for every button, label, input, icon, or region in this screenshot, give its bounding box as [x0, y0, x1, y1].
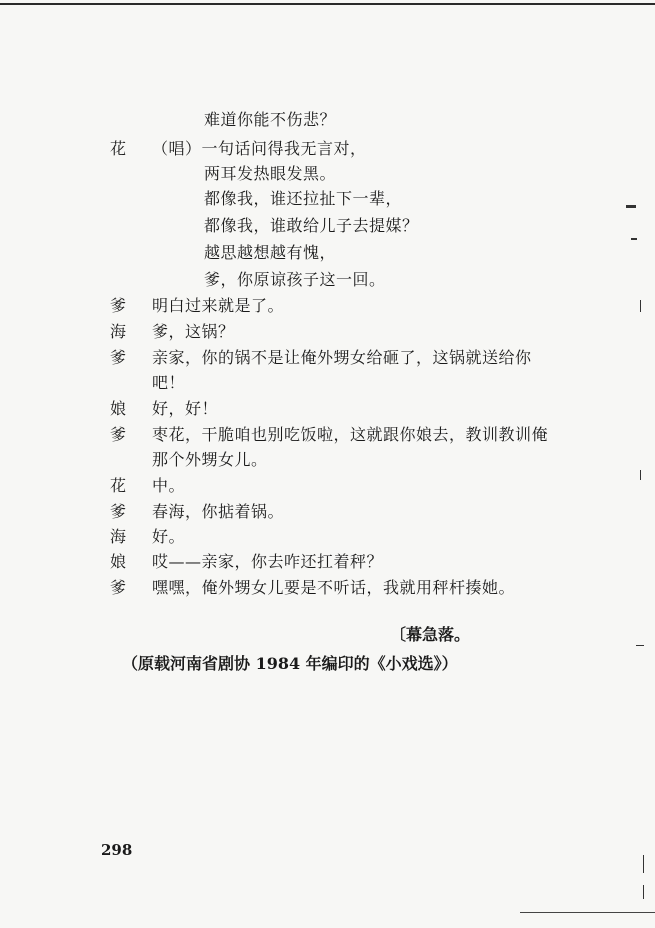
stage-direction: 〔幕急落。 [390, 625, 471, 644]
margin-mark [643, 885, 644, 899]
speaker-label: 娘 [110, 399, 127, 418]
speaker-label: 爹 [110, 296, 127, 315]
margin-mark [640, 470, 641, 480]
dialogue-line: 爹，这锅？ [152, 322, 235, 341]
dialogue-line: 亲家，你的锅不是让俺外甥女给砸了，这锅就送给你 [152, 348, 532, 367]
dialogue-line: 中。 [152, 476, 186, 495]
speaker-label: 爹 [110, 578, 127, 597]
speaker-label: 海 [110, 322, 127, 341]
dialogue-line: 好。 [152, 527, 186, 546]
margin-mark [626, 205, 636, 208]
dialogue-line: 哎——亲家，你去咋还扛着秤？ [152, 552, 384, 571]
speaker-label: 爹 [110, 348, 127, 367]
dialogue-line: 难道你能不伤悲？ [204, 110, 337, 129]
dialogue-line: 嘿嘿，俺外甥女儿要是不听话，我就用秤杆揍她。 [152, 578, 516, 597]
bottom-rule [520, 912, 655, 913]
margin-mark [643, 855, 644, 873]
speaker-label: 海 [110, 527, 127, 546]
dialogue-line: 都像我，谁敢给儿子去提媒？ [204, 216, 419, 235]
dialogue-line: 越思越想越有愧， [204, 243, 337, 262]
dialogue-line: 明白过来就是了。 [152, 296, 285, 315]
source-note: （原载河南省剧协 1984 年编印的《小戏选》） [122, 654, 458, 673]
dialogue-line: （唱）一句话问得我无言对， [152, 139, 367, 158]
dialogue-line: 春海，你掂着锅。 [152, 502, 285, 521]
top-rule [0, 3, 655, 5]
speaker-label: 爹 [110, 502, 127, 521]
margin-mark [640, 300, 641, 312]
dialogue-line: 吧！ [152, 373, 186, 392]
dialogue-line: 枣花，干脆咱也别吃饭啦，这就跟你娘去，教训教训俺 [152, 425, 549, 444]
dialogue-line: 都像我，谁还拉扯下一辈， [204, 189, 403, 208]
dialogue-line: 那个外甥女儿。 [152, 450, 268, 469]
margin-mark [631, 238, 637, 240]
page-number: 298 [101, 841, 133, 859]
speaker-label: 爹 [110, 425, 127, 444]
speaker-label: 花 [110, 139, 127, 158]
dialogue-line: 好，好！ [152, 399, 219, 418]
dialogue-line: 两耳发热眼发黑。 [204, 164, 337, 183]
speaker-label: 娘 [110, 552, 127, 571]
margin-mark [636, 645, 644, 646]
dialogue-line: 爹，你原谅孩子这一回。 [204, 270, 386, 289]
speaker-label: 花 [110, 476, 127, 495]
